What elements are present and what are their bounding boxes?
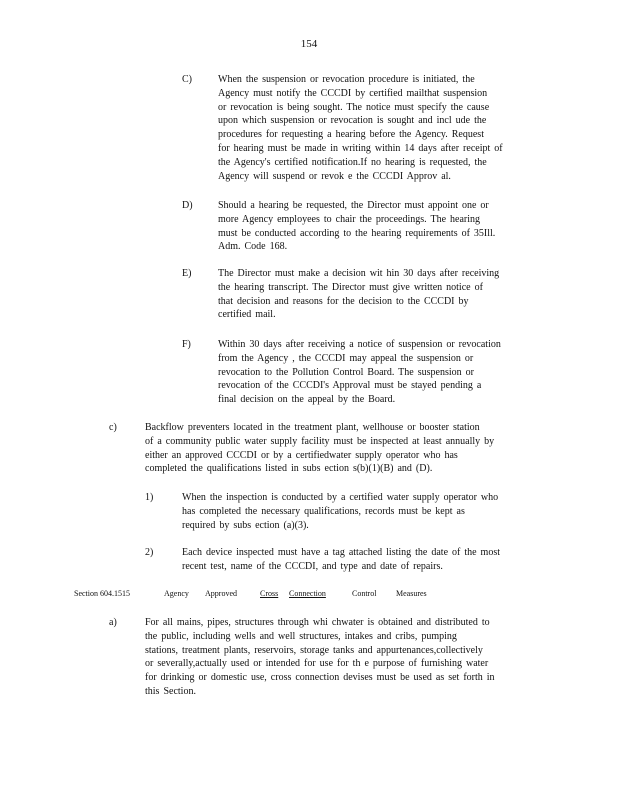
paragraph-c-lower xyxy=(145,421,540,476)
heading-word: Approved xyxy=(205,589,237,598)
heading-word: Cross xyxy=(260,589,279,598)
text-line: for hearing must be made in writing within 14 days after receipt of xyxy=(218,142,503,154)
text-line: or revocation is being sought. The notice must specify the cause xyxy=(218,101,490,113)
text-line: either an approved CCCDI or by a certifiedwater supply operator who has xyxy=(145,449,458,461)
text-line: final decision on the appeal by the Board. xyxy=(218,394,396,406)
text-line: Should a hearing be requested, the Director must appoint one or xyxy=(218,200,489,211)
text-line: revocation of the CCCDI's Approval must be stayed pending a xyxy=(218,380,482,392)
text-line: recent test, name of the CCCDI, and type and date of repairs. xyxy=(182,560,443,572)
text-line: upon which suspension or revocation is sought and incl ude the xyxy=(218,115,487,127)
item-label-a: a) xyxy=(109,617,117,628)
section-word: Section xyxy=(74,589,98,598)
text-line: Agency must notify the CCCDI by certified mailthat suspension xyxy=(218,87,488,99)
paragraph-a xyxy=(145,616,542,699)
text-line: Within 30 days after receiving a notice of suspension or revocation xyxy=(218,339,501,350)
text-line: has completed the necessary qualifications, records must be kept as xyxy=(182,505,465,517)
text-line: completed the qualifications listed in subs ection s(b)(1)(B) and (D). xyxy=(145,463,433,475)
text-line: Backflow preventers located in the treatment plant, wellhouse or booster station xyxy=(145,422,480,433)
item-label-c-lower: c) xyxy=(109,422,117,433)
page-number: 154 xyxy=(300,38,318,50)
text-line: procedures for requesting a hearing before the Agency. Request xyxy=(218,129,484,141)
paragraph-d-upper xyxy=(218,199,524,254)
item-label-e-upper: E) xyxy=(182,268,192,279)
text-line: this Section. xyxy=(145,685,196,697)
text-line: Each device inspected must have a tag attached listing the date of the most xyxy=(182,547,501,558)
item-label-d-upper: D) xyxy=(182,200,193,211)
text-line: When the inspection is conducted by a certified water supply operator who xyxy=(182,492,499,503)
text-line: the Agency's certified notification.If no hearing is requested, the xyxy=(218,156,487,168)
text-line: For all mains, pipes, structures through whi chwater is obtained and distributed to xyxy=(145,617,490,628)
paragraph-c-upper xyxy=(218,73,524,183)
text-line: more Agency employees to chair the proceedings. The hearing xyxy=(218,213,481,225)
text-line: the hearing transcript. The Director must give written notice of xyxy=(218,281,483,293)
text-line: revocation to the Pollution Control Board. The suspension or xyxy=(218,366,474,378)
paragraph-f-upper xyxy=(218,338,524,407)
text-line: stations, treatment plants, reservoirs, storage tanks and appurtenances,collectively xyxy=(145,644,483,656)
text-line: that decision and reasons for the decision to the CCCDI by xyxy=(218,295,469,307)
item-label-1: 1) xyxy=(145,492,154,503)
text-line: required by subs ection (a)(3). xyxy=(182,519,309,531)
heading-word: Connection xyxy=(289,589,326,598)
heading-word: Measures xyxy=(396,589,427,598)
text-line: of a community public water supply facility must be inspected at least annually by xyxy=(145,435,495,447)
heading-word: Agency xyxy=(164,589,189,598)
item-label-2: 2) xyxy=(145,547,154,558)
text-line: the public, including wells and well structures, intakes and cribs, pumping xyxy=(145,630,457,642)
text-line: for drinking or domestic use, cross connection devises must be used as set forth in xyxy=(145,672,495,684)
text-line: or severally,actually used or intended for use for th e purpose of furnishing water xyxy=(145,658,489,670)
paragraph-e-upper xyxy=(218,267,524,322)
section-number: 604.1515 xyxy=(100,589,130,598)
text-line: When the suspension or revocation procedure is initiated, the xyxy=(218,74,475,85)
heading-word: Control xyxy=(352,589,377,598)
text-line: from the Agency , the CCCDI may appeal the suspension or xyxy=(218,352,474,364)
text-line: Agency will suspend or revok e the CCCDI Approv al. xyxy=(218,170,451,182)
paragraph-2 xyxy=(182,546,540,574)
text-line: The Director must make a decision wit hin 30 days after receiving xyxy=(218,268,500,279)
paragraph-1 xyxy=(182,491,540,532)
text-line: Adm. Code 168. xyxy=(218,241,288,253)
item-label-c-upper: C) xyxy=(182,74,192,85)
text-line: must be conducted according to the hearing requirements of 35Ill. xyxy=(218,227,496,239)
item-label-f-upper: F) xyxy=(182,339,191,350)
text-line: certified mail. xyxy=(218,309,276,321)
